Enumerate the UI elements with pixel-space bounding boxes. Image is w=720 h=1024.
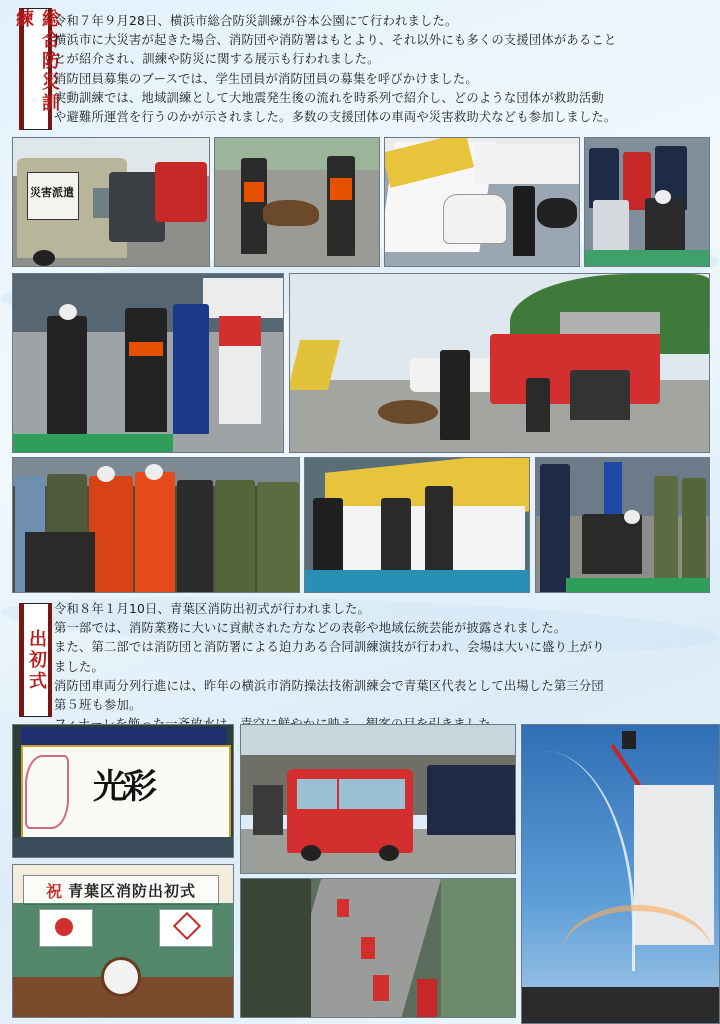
ceremony-paragraph: 令和８年１月10日、青葉区消防出初式が行われました。: [54, 602, 370, 616]
ceremony-paragraph: また、第二部では消防団と消防署による迫力ある合同訓練演技が行われ、会場は大いに盛り上がり: [54, 640, 605, 655]
drill-paragraph: 横浜市に大災害が起きた場合、消防団や消防署はもとより、それ以外にも多くの支援団体があること: [54, 33, 617, 48]
photo-student-recruitment: [12, 273, 284, 453]
photo-aerial-parade: [240, 878, 516, 1018]
drill-paragraph: 実動訓練では、地域訓練として大地震発生後の流れを時系列で紹介し、どのような団体が救助活動: [54, 90, 604, 105]
hall-banner-title: 青葉区消防出初式: [68, 881, 197, 900]
ceremony-paragraph: 消防団車両分列行進には、昨年の横浜市消防操法技術訓練会で青葉区代表として出場した第三分団: [54, 678, 604, 693]
truck-sign: 災害派遣: [30, 186, 74, 199]
photo-stretcher-team: [535, 457, 710, 593]
photo-fire-truck-parade: [240, 724, 516, 874]
drill-text-block: [54, 12, 718, 127]
ceremony-paragraph: 第一部では、消防業務に大いに貢献された方などの表彰や地域伝統芸能が披露されました。: [54, 621, 567, 636]
photo-hall-stage: [12, 864, 234, 1018]
ceremony-paragraph: 第５班も参加。: [54, 698, 142, 713]
photo-rescue-formation: [12, 457, 300, 593]
drill-paragraph: 令和７年９月28日、横浜市総合防災訓練が谷本公園にて行われました。: [54, 14, 458, 28]
section-label-drill: 総合防災訓練: [19, 8, 52, 130]
ceremony-paragraph: ました。: [54, 659, 104, 674]
photo-rescue-team-kneeling: [584, 137, 710, 267]
hall-banner: [23, 875, 219, 905]
section-label-ceremony: 出初式: [19, 603, 52, 717]
drill-paragraph: とが紹介され、訓練や防災に関する展示も行われました。: [54, 52, 380, 67]
photo-fire-trucks-field: [289, 273, 710, 453]
photo-house-rescue: [304, 457, 530, 593]
ceremony-text-block: [54, 600, 718, 734]
hall-banner-prefix: 祝: [45, 881, 62, 901]
photo-collapsed-house: [384, 137, 580, 267]
photo-rescue-dog-handlers: [214, 137, 380, 267]
drill-paragraph: や避難所運営を行うのかが示されました。多数の支援団体の車両や災害救助犬なども参加しました。: [54, 110, 617, 125]
scroll-calligraphy: 光彩: [93, 767, 153, 807]
drill-paragraph: 消防団員募集のブースでは、学生団員が消防団員の募集を呼びかけました。: [54, 71, 478, 86]
photo-ladder-water-spray: [521, 724, 720, 1024]
photo-calligraphy-scroll: [12, 724, 234, 858]
photo-sdf-trucks: [12, 137, 210, 267]
